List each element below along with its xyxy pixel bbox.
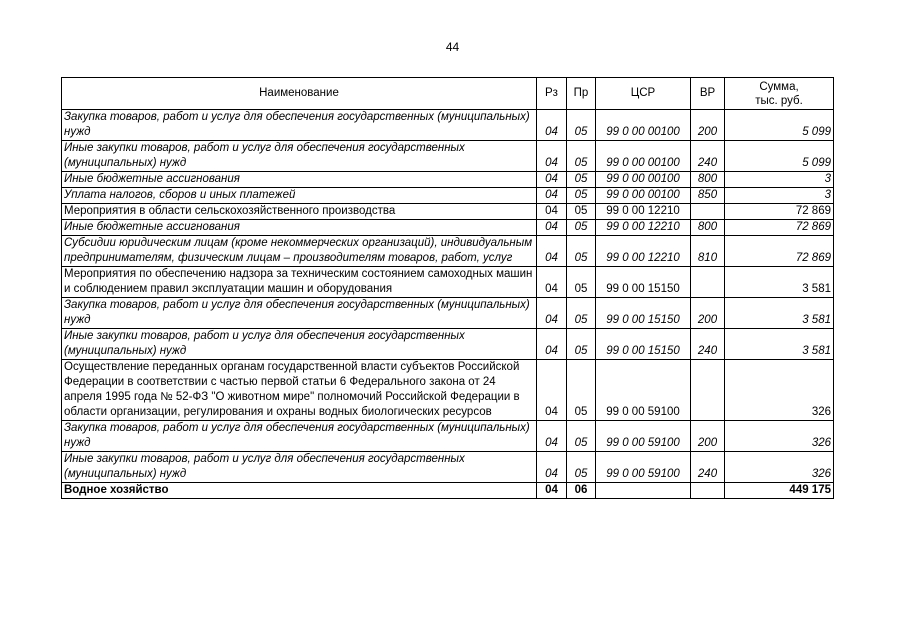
- cell-rz: 04: [537, 483, 567, 499]
- cell-pr: 06: [567, 483, 596, 499]
- table-header-row: [62, 78, 834, 110]
- header-sum-line2: тыс. руб.: [755, 94, 803, 107]
- cell-vr: 200: [691, 298, 725, 329]
- cell-pr: 05: [567, 452, 596, 483]
- cell-sum: 72 869: [725, 220, 834, 236]
- cell-csr: 99 0 00 00100: [596, 141, 691, 172]
- cell-sum: 449 175: [725, 483, 834, 499]
- cell-name: Иные бюджетные ассигнования: [62, 220, 537, 236]
- table-body: [62, 110, 834, 499]
- table-row: [62, 220, 834, 236]
- cell-rz: 04: [537, 220, 567, 236]
- header-pr: Пр: [567, 78, 596, 110]
- cell-name: Мероприятия по обеспечению надзора за техническим состоянием самоходных машин и соблюдением правил эксплуатации машин и оборудования: [62, 267, 537, 298]
- header-rz: Рз: [537, 78, 567, 110]
- cell-csr: 99 0 00 12210: [596, 204, 691, 220]
- cell-sum: 3 581: [725, 298, 834, 329]
- cell-name: Осуществление переданных органам государственной власти субъектов Российской Федерации в соответствии с частью первой статьи 6 Федерального закона от 24 апреля 1995 года № 52-ФЗ "О животном мире" полномочий Российской Федерации в области организации, регулирования и охраны водных биологических ресурсов: [62, 360, 537, 421]
- header-vr: ВР: [691, 78, 725, 110]
- cell-pr: 05: [567, 267, 596, 298]
- table-row: [62, 172, 834, 188]
- cell-name: Иные закупки товаров, работ и услуг для обеспечения государственных (муниципальных) нужд: [62, 452, 537, 483]
- cell-sum: 326: [725, 421, 834, 452]
- table-row: [62, 329, 834, 360]
- cell-csr: [596, 483, 691, 499]
- cell-vr: 240: [691, 141, 725, 172]
- cell-csr: 99 0 00 12210: [596, 220, 691, 236]
- cell-rz: 04: [537, 267, 567, 298]
- cell-rz: 04: [537, 110, 567, 141]
- cell-pr: 05: [567, 298, 596, 329]
- table-row: [62, 204, 834, 220]
- table-row: [62, 267, 834, 298]
- cell-csr: 99 0 00 59100: [596, 421, 691, 452]
- cell-sum: 326: [725, 452, 834, 483]
- table-row: [62, 236, 834, 267]
- cell-pr: 05: [567, 360, 596, 421]
- cell-pr: 05: [567, 220, 596, 236]
- table-row: [62, 483, 834, 499]
- cell-rz: 04: [537, 236, 567, 267]
- cell-csr: 99 0 00 15150: [596, 267, 691, 298]
- cell-rz: 04: [537, 421, 567, 452]
- cell-rz: 04: [537, 204, 567, 220]
- cell-rz: 04: [537, 141, 567, 172]
- cell-name: Закупка товаров, работ и услуг для обеспечения государственных (муниципальных) нужд: [62, 298, 537, 329]
- cell-sum: 3: [725, 188, 834, 204]
- cell-vr: 800: [691, 172, 725, 188]
- cell-sum: 5 099: [725, 110, 834, 141]
- cell-sum: 3: [725, 172, 834, 188]
- cell-pr: 05: [567, 188, 596, 204]
- cell-vr: 240: [691, 329, 725, 360]
- cell-pr: 05: [567, 421, 596, 452]
- cell-csr: 99 0 00 12210: [596, 236, 691, 267]
- cell-vr: [691, 360, 725, 421]
- table-row: [62, 452, 834, 483]
- cell-csr: 99 0 00 59100: [596, 360, 691, 421]
- cell-csr: 99 0 00 59100: [596, 452, 691, 483]
- header-sum-line1: Сумма,: [759, 80, 799, 93]
- cell-csr: 99 0 00 15150: [596, 329, 691, 360]
- cell-sum: 72 869: [725, 236, 834, 267]
- cell-vr: 850: [691, 188, 725, 204]
- table-row: [62, 421, 834, 452]
- cell-rz: 04: [537, 298, 567, 329]
- cell-pr: 05: [567, 141, 596, 172]
- cell-vr: 200: [691, 110, 725, 141]
- cell-vr: 200: [691, 421, 725, 452]
- cell-sum: 3 581: [725, 267, 834, 298]
- cell-name: Закупка товаров, работ и услуг для обеспечения государственных (муниципальных) нужд: [62, 421, 537, 452]
- cell-vr: 800: [691, 220, 725, 236]
- cell-pr: 05: [567, 110, 596, 141]
- table-row: [62, 188, 834, 204]
- cell-pr: 05: [567, 204, 596, 220]
- cell-name: Иные закупки товаров, работ и услуг для обеспечения государственных (муниципальных) нужд: [62, 329, 537, 360]
- cell-name: Иные бюджетные ассигнования: [62, 172, 537, 188]
- cell-pr: 05: [567, 172, 596, 188]
- table-row: [62, 141, 834, 172]
- cell-sum: 326: [725, 360, 834, 421]
- cell-pr: 05: [567, 329, 596, 360]
- cell-sum: 72 869: [725, 204, 834, 220]
- cell-sum: 5 099: [725, 141, 834, 172]
- cell-vr: [691, 483, 725, 499]
- cell-csr: 99 0 00 15150: [596, 298, 691, 329]
- header-sum: [725, 78, 834, 110]
- cell-name: Иные закупки товаров, работ и услуг для обеспечения государственных (муниципальных) нужд: [62, 141, 537, 172]
- header-csr: ЦСР: [596, 78, 691, 110]
- cell-vr: [691, 204, 725, 220]
- cell-name: Водное хозяйство: [62, 483, 537, 499]
- cell-rz: 04: [537, 360, 567, 421]
- cell-rz: 04: [537, 188, 567, 204]
- cell-vr: [691, 267, 725, 298]
- cell-csr: 99 0 00 00100: [596, 172, 691, 188]
- cell-name: Субсидии юридическим лицам (кроме некоммерческих организаций), индивидуальным предпринимателям, физическим лицам – производителям товаров, работ, услуг: [62, 236, 537, 267]
- cell-vr: 240: [691, 452, 725, 483]
- cell-csr: 99 0 00 00100: [596, 188, 691, 204]
- cell-csr: 99 0 00 00100: [596, 110, 691, 141]
- header-name: Наименование: [62, 78, 537, 110]
- cell-sum: 3 581: [725, 329, 834, 360]
- budget-table: [61, 77, 834, 499]
- cell-name: Мероприятия в области сельскохозяйственного производства: [62, 204, 537, 220]
- cell-rz: 04: [537, 452, 567, 483]
- table-row: [62, 110, 834, 141]
- cell-pr: 05: [567, 236, 596, 267]
- cell-rz: 04: [537, 329, 567, 360]
- table-row: [62, 360, 834, 421]
- cell-name: Закупка товаров, работ и услуг для обеспечения государственных (муниципальных) нужд: [62, 110, 537, 141]
- cell-rz: 04: [537, 172, 567, 188]
- cell-name: Уплата налогов, сборов и иных платежей: [62, 188, 537, 204]
- page-number: 44: [445, 40, 460, 54]
- cell-vr: 810: [691, 236, 725, 267]
- table-row: [62, 298, 834, 329]
